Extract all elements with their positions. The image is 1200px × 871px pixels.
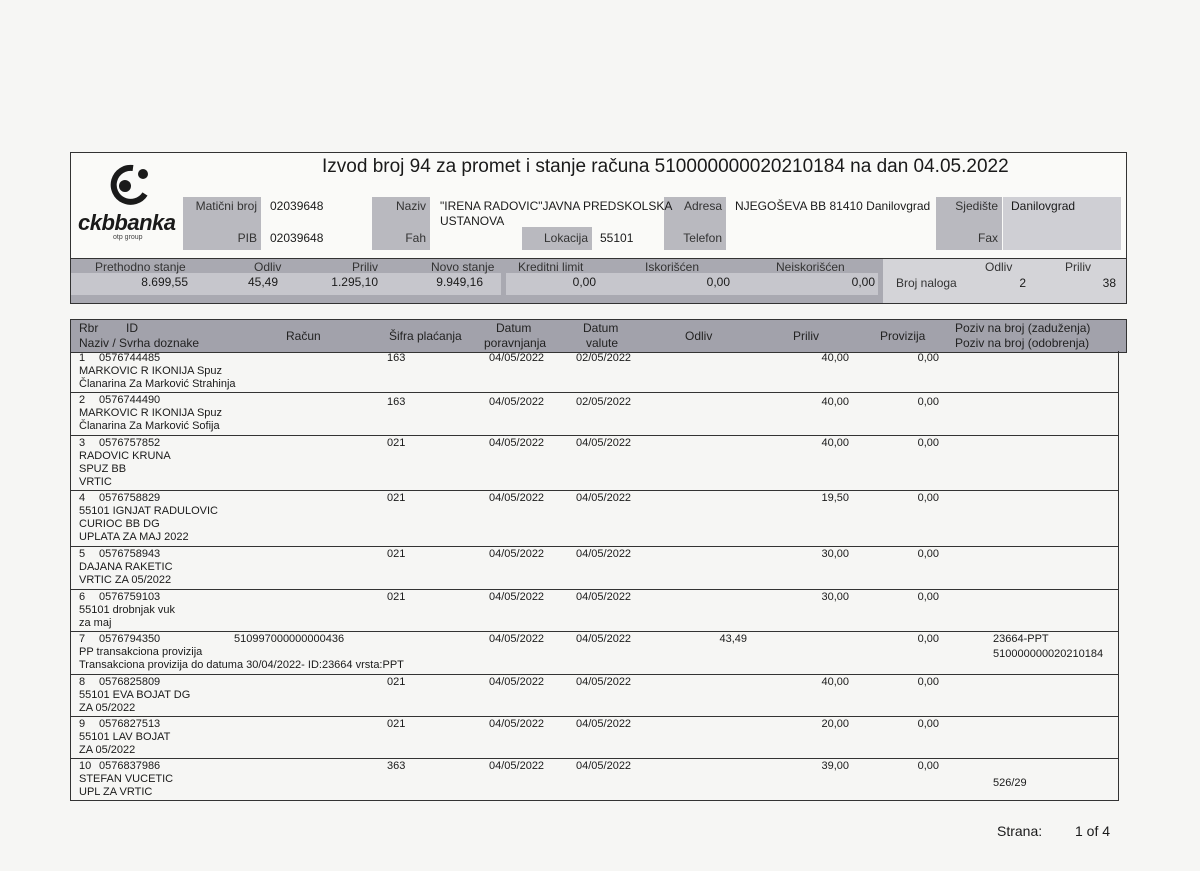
- value-kreditni-limit: 0,00: [572, 275, 596, 289]
- cell-naziv-2: CURIOC BB DG: [79, 518, 160, 530]
- label-sjediste: Sjedište: [955, 199, 998, 213]
- cell-odliv: 43,49: [719, 633, 747, 645]
- label-fah: Fah: [405, 231, 426, 245]
- cell-rbr: 5: [79, 548, 86, 560]
- table-row: [71, 436, 1118, 491]
- label-broj-naloga: Broj naloga: [896, 276, 957, 290]
- label-naziv: Naziv: [395, 199, 426, 213]
- cell-naziv: MARKOVIC R IKONIJA Spuz: [79, 365, 223, 377]
- col-datum-valute-2: valute: [586, 336, 619, 350]
- cell-poziv-odobrenja: 510000000020210184: [993, 648, 1104, 660]
- value-adresa: NJEGOŠEVA BB 81410 Danilovgrad: [735, 199, 931, 213]
- cell-svrha: UPL ZA VRTIC: [79, 786, 153, 798]
- cell-datum-valute: 04/05/2022: [576, 718, 632, 730]
- cell-id: 0576794350: [99, 633, 161, 645]
- cell-naziv: PP transakciona provizija: [79, 646, 203, 658]
- cell-datum-valute: 04/05/2022: [576, 676, 632, 688]
- cell-naziv: RADOVIC KRUNA: [79, 450, 171, 462]
- cell-datum-poravnanja: 04/05/2022: [489, 492, 545, 504]
- value-neiskoristen: 0,00: [851, 275, 875, 289]
- cell-racun: 510997000000000436: [234, 633, 345, 645]
- cell-svrha: za maj: [79, 617, 112, 629]
- cell-datum-poravnanja: 04/05/2022: [489, 437, 545, 449]
- page-number: 1 of 4: [1075, 823, 1111, 839]
- cell-id: 0576827513: [99, 718, 161, 730]
- cell-naziv: 55101 drobnjak vuk: [79, 604, 176, 616]
- value-prethodno-stanje: 8.699,55: [141, 275, 188, 289]
- label-adresa: Adresa: [683, 199, 722, 213]
- bank-group: otp group: [113, 234, 143, 241]
- cell-priliv: 40,00: [821, 437, 849, 449]
- label-prethodno-stanje: Prethodno stanje: [95, 260, 186, 274]
- cell-provizija: 0,00: [917, 718, 939, 730]
- cell-datum-valute: 04/05/2022: [576, 548, 632, 560]
- cell-priliv: 30,00: [821, 548, 849, 560]
- cell-sifra: 163: [387, 396, 406, 408]
- label-nalozi-priliv: Priliv: [1065, 260, 1091, 274]
- col-naziv: Naziv / Svrha doznake: [79, 336, 200, 350]
- cell-svrha: UPLATA ZA MAJ 2022: [79, 531, 189, 543]
- cell-provizija: 0,00: [917, 676, 939, 688]
- cell-poziv-odobrenja: 526/29: [993, 777, 1027, 789]
- cell-id: 0576744490: [99, 394, 161, 406]
- value-nalozi-odliv: 2: [1019, 276, 1026, 290]
- cell-rbr: 6: [79, 591, 86, 603]
- cell-sifra: 021: [387, 492, 406, 504]
- cell-naziv: DAJANA RAKETIC: [79, 561, 173, 573]
- value-iskoristen: 0,00: [706, 275, 730, 289]
- cell-naziv: STEFAN VUCETIC: [79, 773, 174, 785]
- cell-provizija: 0,00: [917, 591, 939, 603]
- col-provizija: Provizija: [880, 329, 926, 343]
- cell-datum-valute: 04/05/2022: [576, 437, 632, 449]
- col-poziv-zaduzenja: Poziv na broj (zaduženja): [955, 321, 1091, 335]
- cell-naziv: MARKOVIC R IKONIJA Spuz: [79, 407, 223, 419]
- cell-priliv: 19,50: [821, 492, 849, 504]
- cell-svrha: Transakciona provizija do datuma 30/04/2022- ID:23664 vrsta:PPT: [79, 659, 404, 671]
- cell-poziv-zaduzenja: 23664-PPT: [993, 633, 1049, 645]
- cell-datum-valute: 04/05/2022: [576, 591, 632, 603]
- cell-priliv: 20,00: [821, 718, 849, 730]
- cell-provizija: 0,00: [917, 352, 939, 364]
- transactions-header: [70, 319, 1127, 353]
- ckb-logo-icon: [103, 160, 153, 208]
- value-lokacija: 55101: [600, 231, 634, 245]
- cell-rbr: 1: [79, 352, 86, 364]
- bank-logo: [78, 160, 178, 240]
- cell-naziv: 55101 EVA BOJAT DG: [79, 689, 191, 701]
- cell-svrha: Članarina Za Marković Sofija: [79, 420, 220, 432]
- cell-datum-poravnanja: 04/05/2022: [489, 396, 545, 408]
- table-row: [71, 759, 1118, 800]
- value-novo-stanje: 9.949,16: [436, 275, 483, 289]
- cell-svrha: ZA 05/2022: [79, 702, 136, 714]
- col-id: ID: [126, 321, 138, 335]
- cell-sifra: 363: [387, 760, 406, 772]
- table-row: [71, 717, 1118, 759]
- cell-provizija: 0,00: [917, 396, 939, 408]
- cell-datum-poravnanja: 04/05/2022: [489, 676, 545, 688]
- cell-datum-valute: 04/05/2022: [576, 760, 632, 772]
- cell-naziv-2: SPUZ BB: [79, 463, 127, 475]
- cell-priliv: 40,00: [821, 396, 849, 408]
- label-pib: PIB: [237, 231, 257, 245]
- cell-id: 0576825809: [99, 676, 161, 688]
- col-sifra: Šifra plaćanja: [389, 329, 462, 343]
- cell-naziv: 55101 IGNJAT RADULOVIC: [79, 505, 218, 517]
- value-maticni-broj: 02039648: [270, 199, 324, 213]
- cell-sifra: 021: [387, 718, 406, 730]
- label-priliv: Priliv: [352, 260, 378, 274]
- cell-id: 0576837986: [99, 760, 161, 772]
- cell-svrha: Članarina Za Marković Strahinja: [79, 378, 236, 390]
- label-lokacija: Lokacija: [543, 231, 588, 245]
- label-telefon: Telefon: [683, 231, 722, 245]
- col-priliv: Priliv: [793, 329, 819, 343]
- cell-id: 0576759103: [99, 591, 161, 603]
- cell-datum-poravnanja: 04/05/2022: [489, 591, 545, 603]
- col-rbr: Rbr: [79, 321, 99, 335]
- value-priliv: 1.295,10: [331, 275, 378, 289]
- cell-priliv: 39,00: [821, 760, 849, 772]
- col-datum-poravnanja-1: Datum: [496, 321, 532, 335]
- cell-priliv: 40,00: [821, 676, 849, 688]
- value-nalozi-priliv: 38: [1102, 276, 1116, 290]
- cell-datum-poravnanja: 04/05/2022: [489, 760, 545, 772]
- value-sjediste: Danilovgrad: [1011, 199, 1076, 213]
- cell-naziv: 55101 LAV BOJAT: [79, 731, 171, 743]
- label-iskoristen: Iskorišćen: [645, 260, 700, 274]
- value-pib: 02039648: [270, 231, 324, 245]
- cell-provizija: 0,00: [917, 633, 939, 645]
- label-novo-stanje: Novo stanje: [431, 260, 495, 274]
- value-odliv: 45,49: [247, 275, 278, 289]
- transactions-table: [70, 351, 1119, 801]
- cell-priliv: 40,00: [821, 352, 849, 364]
- table-row: [71, 590, 1118, 632]
- label-maticni-broj: Matični broj: [195, 199, 257, 213]
- cell-svrha: VRTIC: [79, 476, 112, 488]
- table-row: [71, 351, 1118, 393]
- table-row: [71, 632, 1118, 675]
- col-datum-valute-1: Datum: [583, 321, 619, 335]
- cell-id: 0576758829: [99, 492, 161, 504]
- cell-datum-poravnanja: 04/05/2022: [489, 633, 545, 645]
- cell-provizija: 0,00: [917, 492, 939, 504]
- cell-sifra: 021: [387, 437, 406, 449]
- cell-sifra: 163: [387, 352, 406, 364]
- page-label: Strana:: [997, 823, 1043, 839]
- label-kreditni-limit: Kreditni limit: [518, 260, 584, 274]
- cell-priliv: 30,00: [821, 591, 849, 603]
- cell-svrha: VRTIC ZA 05/2022: [79, 574, 172, 586]
- value-naziv-line1: "IRENA RADOVIC"JAVNA PREDSKOLSKA: [440, 199, 673, 213]
- table-row: [71, 547, 1118, 590]
- table-row: [71, 491, 1118, 547]
- col-odliv: Odliv: [685, 329, 713, 343]
- statement-title: Izvod broj 94 za promet i stanje računa 510000000020210184 na dan 04.05.2022: [322, 156, 1009, 177]
- label-odliv: Odliv: [254, 260, 282, 274]
- cell-rbr: 9: [79, 718, 86, 730]
- cell-datum-poravnanja: 04/05/2022: [489, 352, 545, 364]
- value-naziv-line2: USTANOVA: [440, 214, 505, 228]
- label-fax: Fax: [977, 231, 998, 245]
- col-datum-poravnanja-2: poravnjanja: [484, 336, 547, 350]
- cell-datum-valute: 02/05/2022: [576, 396, 632, 408]
- col-poziv-odobrenja: Poziv na broj (odobrenja): [955, 336, 1090, 350]
- cell-provizija: 0,00: [917, 437, 939, 449]
- cell-rbr: 7: [79, 633, 86, 645]
- cell-sifra: 021: [387, 591, 406, 603]
- cell-rbr: 3: [79, 437, 86, 449]
- cell-provizija: 0,00: [917, 548, 939, 560]
- table-row: [71, 393, 1118, 436]
- bank-name: ckbbanka: [78, 210, 176, 235]
- cell-id: 0576744485: [99, 352, 161, 364]
- cell-datum-valute: 02/05/2022: [576, 352, 632, 364]
- cell-provizija: 0,00: [917, 760, 939, 772]
- col-racun: Račun: [286, 329, 321, 343]
- label-nalozi-odliv: Odliv: [985, 260, 1013, 274]
- cell-datum-poravnanja: 04/05/2022: [489, 548, 545, 560]
- table-row: [71, 675, 1118, 717]
- cell-rbr: 4: [79, 492, 86, 504]
- cell-rbr: 2: [79, 394, 86, 406]
- label-neiskoristen: Neiskorišćen: [776, 260, 845, 274]
- cell-datum-valute: 04/05/2022: [576, 633, 632, 645]
- cell-id: 0576757852: [99, 437, 161, 449]
- cell-sifra: 021: [387, 676, 406, 688]
- cell-datum-poravnanja: 04/05/2022: [489, 718, 545, 730]
- cell-svrha: ZA 05/2022: [79, 744, 136, 756]
- cell-sifra: 021: [387, 548, 406, 560]
- cell-datum-valute: 04/05/2022: [576, 492, 632, 504]
- cell-rbr: 8: [79, 676, 86, 688]
- cell-rbr: 10: [79, 760, 92, 772]
- cell-id: 0576758943: [99, 548, 161, 560]
